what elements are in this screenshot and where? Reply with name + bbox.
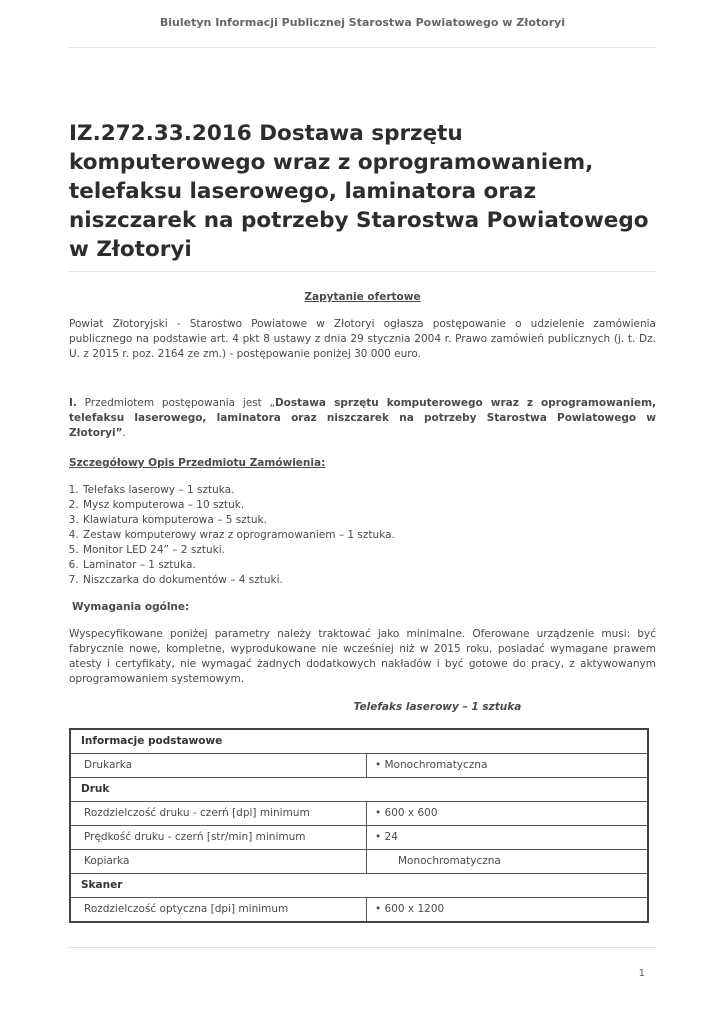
spec-table — [69, 728, 649, 923]
page-number: 1 — [638, 968, 645, 979]
table-row — [70, 754, 648, 778]
row-label: Rozdzielczość druku - czerń [dpi] minimum — [70, 802, 367, 826]
footer-divider — [69, 947, 656, 948]
page-title: IZ.272.33.2016 Dostawa sprzętu komputerowego wraz z oprogramowaniem, telefaksu laserowego, laminatora oraz niszczarek na potrzeby Starostwa Powiatowego w Złotoryi — [69, 121, 649, 262]
section-number: I. — [69, 397, 77, 409]
intro-paragraph: Powiat Złotoryjski - Starostwo Powiatowe w Złotoryi ogłasza postępowanie o udzielenie zamówienia publicznego na podstawie art. 4 pkt 8 ustawy z dnia 29 stycznia 2004 r. Prawo zamówień publicznych (j. t. Dz. U. z 2015 r. poz. 2164 ze zm.) - postępowanie poniżej 30 000 euro. — [69, 318, 656, 360]
list-item: 6. Laminator – 1 sztuka. — [82, 558, 656, 573]
list-item: 4. Zestaw komputerowy wraz z oprogramowaniem – 1 sztuka. — [82, 528, 656, 543]
row-value: • Monochromatyczna — [367, 754, 649, 778]
row-label: Drukarka — [70, 754, 367, 778]
table-row — [70, 874, 648, 898]
site-header: Biuletyn Informacji Publicznej Starostwa Powiatowego w Złotoryi — [159, 16, 566, 29]
table-row — [70, 850, 648, 874]
row-value: • 600 x 600 — [367, 802, 649, 826]
list-item: 1. Telefaks laserowy – 1 sztuka. — [82, 483, 656, 498]
requirements-heading: Wymagania ogólne: — [72, 601, 190, 613]
section-basic-info: Informacje podstawowe — [70, 729, 648, 754]
list-item: 7. Niszczarka do dokumentów – 4 sztuki. — [82, 573, 656, 588]
list-item: 2. Mysz komputerowa – 10 sztuk. — [82, 498, 656, 513]
table-row — [70, 729, 648, 754]
subject-lead: Przedmiotem postępowania jest „ — [76, 397, 275, 409]
list-item: 3. Klawiatura komputerowa – 5 sztuk. — [82, 513, 656, 528]
inquiry-heading: Zapytanie ofertowe — [304, 291, 421, 303]
table-row — [70, 826, 648, 850]
section-scanner: Skaner — [70, 874, 648, 898]
subject-paragraph — [69, 396, 656, 441]
row-value: • 600 x 1200 — [367, 898, 649, 923]
document-body — [69, 290, 656, 923]
row-label: Prędkość druku - czerń [str/min] minimum — [70, 826, 367, 850]
details-heading: Szczegółowy Opis Przedmiotu Zamówienia: — [69, 457, 326, 469]
requirements-paragraph: Wyspecyfikowane poniżej parametry należy traktować jako minimalne. Oferowane urządzenie musi: być fabrycznie nowe, kompletne, wyprodukowane nie wcześniej niż w 2015 roku, posiadać wymagane prawem atesty i certyfikaty, nie wymagać żadnych dodatkowych nakładów i być gotowe do pracy, z aktywowanym oprogramowaniem systemowym. — [69, 628, 656, 685]
section-print: Druk — [70, 778, 648, 802]
table-row — [70, 778, 648, 802]
items-list — [69, 483, 656, 588]
row-label: Kopiarka — [70, 850, 367, 874]
row-value: Monochromatyczna — [367, 850, 649, 874]
row-value: • 24 — [367, 826, 649, 850]
subject-bold: Dostawa sprzętu komputerowego wraz z oprogramowaniem, telefaksu laserowego, laminatora oraz niszczarek na potrzeby Starostwa Powiatowego w Złotoryi” — [69, 397, 656, 439]
title-divider — [69, 271, 656, 272]
subject-end: . — [122, 427, 126, 439]
table-row — [70, 898, 648, 923]
header-divider — [69, 47, 656, 48]
list-item: 5. Monitor LED 24” – 2 sztuki. — [82, 543, 656, 558]
table-caption: Telefaks laserowy – 1 sztuka — [353, 701, 522, 713]
table-row — [70, 802, 648, 826]
row-label: Rozdzielczość optyczna [dpi] minimum — [70, 898, 367, 923]
